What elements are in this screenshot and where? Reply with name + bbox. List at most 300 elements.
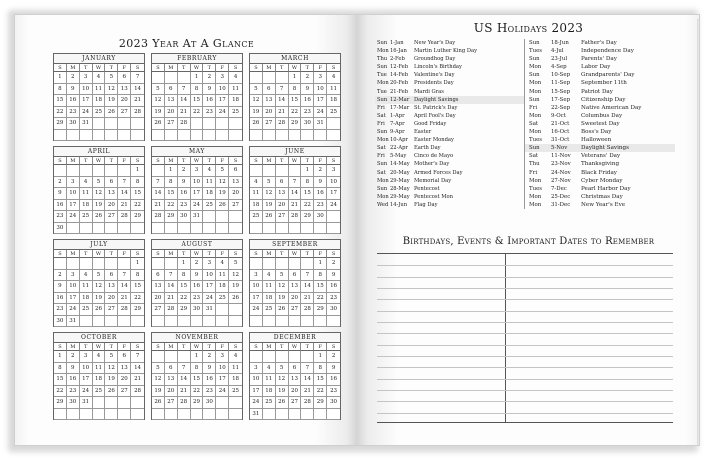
day-cell: 23 <box>327 386 340 398</box>
day-cell: 2 <box>327 258 340 270</box>
day-cell: 3 <box>191 165 204 177</box>
day-cell: 24 <box>80 107 93 119</box>
holiday-date: 5-Nov <box>551 145 568 152</box>
day-cell: 16 <box>191 281 204 293</box>
day-cell <box>93 118 106 130</box>
day-cell: 13 <box>118 84 131 96</box>
holiday-weekday: Mon <box>529 129 542 136</box>
holiday-weekday: Mon <box>529 88 542 95</box>
day-cell <box>178 72 191 84</box>
holiday-date: 14-Feb <box>390 72 409 79</box>
day-cell: 22 <box>54 386 67 398</box>
day-cell: 9 <box>54 188 67 200</box>
day-cell: 8 <box>191 84 204 96</box>
note-line <box>377 288 673 289</box>
holiday-row <box>375 185 524 193</box>
day-cell <box>131 397 144 409</box>
weekday-header: S <box>250 250 263 258</box>
holiday-row <box>525 104 675 112</box>
day-cell: 30 <box>178 211 191 223</box>
day-cell: 23 <box>67 107 80 119</box>
holiday-name: Mother's Day <box>414 161 450 168</box>
month-may <box>151 146 243 234</box>
day-cell: 29 <box>314 397 327 409</box>
weekday-header: T <box>301 157 314 165</box>
day-cell: 17 <box>80 95 93 107</box>
day-cell: 18 <box>203 188 216 200</box>
day-cell <box>105 223 118 235</box>
day-cell: 5 <box>276 270 289 282</box>
day-cell <box>203 211 216 223</box>
day-cell <box>118 409 131 421</box>
day-cell <box>327 316 340 328</box>
month-day-grid <box>250 343 340 420</box>
day-cell <box>178 409 191 421</box>
note-line <box>377 277 673 278</box>
day-cell <box>152 223 165 235</box>
weekday-header: S <box>152 343 165 351</box>
day-cell: 11 <box>263 281 276 293</box>
day-cell: 23 <box>203 107 216 119</box>
weekday-header: S <box>131 250 144 258</box>
day-cell: 15 <box>165 188 178 200</box>
month-day-grid <box>54 250 144 327</box>
weekday-header: W <box>289 250 302 258</box>
day-cell: 17 <box>80 374 93 386</box>
day-cell: 4 <box>229 351 242 363</box>
day-cell: 24 <box>80 386 93 398</box>
holiday-weekday: Sun <box>529 145 540 152</box>
notes-area[interactable] <box>377 253 673 423</box>
holiday-date: 21-Feb <box>390 88 409 95</box>
day-cell: 4 <box>263 363 276 375</box>
day-cell: 18 <box>93 95 106 107</box>
day-cell: 7 <box>178 363 191 375</box>
day-cell: 15 <box>131 281 144 293</box>
day-cell <box>289 223 302 235</box>
day-cell: 3 <box>67 270 80 282</box>
day-cell: 27 <box>105 211 118 223</box>
day-cell <box>152 409 165 421</box>
day-cell <box>289 165 302 177</box>
day-cell: 25 <box>229 386 242 398</box>
day-cell <box>229 316 242 328</box>
day-cell: 7 <box>276 84 289 96</box>
holiday-row <box>375 112 524 120</box>
weekday-header: M <box>165 250 178 258</box>
day-cell: 30 <box>314 211 327 223</box>
day-cell <box>263 409 276 421</box>
day-cell: 12 <box>152 95 165 107</box>
day-cell: 17 <box>191 188 204 200</box>
weekday-header: S <box>327 343 340 351</box>
day-cell: 25 <box>250 211 263 223</box>
day-cell: 13 <box>105 281 118 293</box>
day-cell <box>276 223 289 235</box>
day-cell: 22 <box>54 107 67 119</box>
holiday-row <box>375 128 524 136</box>
day-cell: 9 <box>67 84 80 96</box>
day-cell <box>93 258 106 270</box>
month-september <box>249 239 341 327</box>
holiday-row <box>375 144 524 152</box>
day-cell <box>54 258 67 270</box>
day-cell: 24 <box>250 304 263 316</box>
day-cell: 22 <box>289 107 302 119</box>
holiday-weekday: Mon <box>377 137 389 144</box>
day-cell: 29 <box>54 397 67 409</box>
weekday-header: S <box>229 343 242 351</box>
day-cell: 24 <box>216 386 229 398</box>
holiday-date: 22-Apr <box>390 145 408 152</box>
day-cell: 26 <box>216 200 229 212</box>
day-cell <box>178 351 191 363</box>
holiday-name: Christmas Day <box>581 193 623 200</box>
day-cell <box>229 130 242 142</box>
day-cell: 21 <box>131 374 144 386</box>
day-cell: 7 <box>118 270 131 282</box>
day-cell: 11 <box>93 84 106 96</box>
weekday-header: W <box>191 250 204 258</box>
day-cell <box>131 316 144 328</box>
day-cell <box>131 409 144 421</box>
holiday-row <box>375 193 524 201</box>
day-cell: 11 <box>229 363 242 375</box>
day-cell: 15 <box>314 281 327 293</box>
day-cell: 15 <box>54 374 67 386</box>
holidays-column-left <box>375 39 525 209</box>
holiday-weekday: Sun <box>377 96 388 103</box>
holiday-weekday: Mon <box>529 201 542 208</box>
day-cell: 24 <box>203 293 216 305</box>
day-cell: 13 <box>165 95 178 107</box>
day-cell: 10 <box>250 374 263 386</box>
holiday-row <box>525 136 675 144</box>
day-cell <box>216 316 229 328</box>
day-cell: 14 <box>178 374 191 386</box>
weekday-header: S <box>327 64 340 72</box>
holiday-date: 10-Apr <box>390 137 408 144</box>
day-cell: 6 <box>105 177 118 189</box>
day-cell: 21 <box>301 386 314 398</box>
weekday-header: M <box>165 157 178 165</box>
day-cell: 23 <box>314 200 327 212</box>
day-cell <box>54 130 67 142</box>
holiday-weekday: Fri <box>529 169 538 176</box>
day-cell: 21 <box>118 293 131 305</box>
weekday-header: S <box>250 64 263 72</box>
day-cell: 23 <box>178 200 191 212</box>
day-cell: 16 <box>327 281 340 293</box>
day-cell: 19 <box>93 200 106 212</box>
holiday-row <box>375 88 524 96</box>
day-cell: 23 <box>327 293 340 305</box>
day-cell: 15 <box>131 188 144 200</box>
day-cell: 22 <box>314 293 327 305</box>
holiday-date: 28-May <box>390 185 410 192</box>
weekday-header: W <box>191 157 204 165</box>
day-cell <box>327 130 340 142</box>
holiday-row <box>525 96 675 104</box>
day-cell: 15 <box>178 281 191 293</box>
weekday-header: S <box>229 64 242 72</box>
day-cell: 3 <box>203 258 216 270</box>
day-cell <box>105 165 118 177</box>
day-cell: 5 <box>93 270 106 282</box>
day-cell: 21 <box>165 293 178 305</box>
day-cell <box>152 165 165 177</box>
holiday-name: Pentecost Mon <box>414 193 454 200</box>
day-cell: 18 <box>80 200 93 212</box>
day-cell: 2 <box>203 72 216 84</box>
day-cell: 9 <box>67 363 80 375</box>
day-cell: 18 <box>229 374 242 386</box>
day-cell <box>314 223 327 235</box>
month-name: JANUARY <box>54 54 144 64</box>
day-cell: 6 <box>229 165 242 177</box>
month-name: MARCH <box>250 54 340 64</box>
note-line <box>377 265 673 266</box>
holiday-date: 11-Sep <box>551 80 571 87</box>
day-cell <box>314 130 327 142</box>
day-cell <box>54 165 67 177</box>
holiday-date: 7-Dec <box>551 185 567 192</box>
day-cell: 2 <box>327 351 340 363</box>
day-cell <box>301 409 314 421</box>
day-cell: 3 <box>216 72 229 84</box>
month-february <box>151 53 243 141</box>
day-cell <box>152 72 165 84</box>
holiday-date: 16-Oct <box>551 129 570 136</box>
day-cell: 20 <box>152 293 165 305</box>
day-cell: 20 <box>165 386 178 398</box>
holiday-name: Presidents Day <box>414 80 454 87</box>
weekday-header: S <box>250 343 263 351</box>
day-cell: 13 <box>263 95 276 107</box>
holiday-weekday: Mon <box>377 193 389 200</box>
day-cell: 6 <box>105 270 118 282</box>
weekday-header: T <box>80 343 93 351</box>
holiday-weekday: Fri <box>377 153 385 160</box>
weekday-header: T <box>276 250 289 258</box>
day-cell: 9 <box>327 363 340 375</box>
day-cell <box>118 397 131 409</box>
holiday-name: Boss's Day <box>581 129 612 136</box>
day-cell: 21 <box>152 200 165 212</box>
day-cell: 27 <box>165 397 178 409</box>
day-cell: 7 <box>178 84 191 96</box>
holiday-name: Daylight Savings <box>581 145 629 152</box>
day-cell: 11 <box>93 363 106 375</box>
weekday-header: T <box>178 157 191 165</box>
holiday-name: Halloween <box>581 137 612 144</box>
day-cell: 28 <box>301 304 314 316</box>
day-cell <box>250 316 263 328</box>
day-cell: 16 <box>203 95 216 107</box>
weekday-header: W <box>191 64 204 72</box>
day-cell: 12 <box>263 188 276 200</box>
day-cell: 14 <box>301 281 314 293</box>
holiday-row <box>375 96 524 104</box>
day-cell: 15 <box>191 374 204 386</box>
day-cell: 12 <box>229 270 242 282</box>
day-cell: 8 <box>301 177 314 189</box>
day-cell: 29 <box>289 118 302 130</box>
day-cell: 1 <box>131 258 144 270</box>
day-cell: 1 <box>301 165 314 177</box>
day-cell: 28 <box>178 118 191 130</box>
day-cell: 2 <box>301 72 314 84</box>
holiday-row <box>525 185 675 193</box>
holiday-row <box>375 120 524 128</box>
day-cell: 27 <box>289 304 302 316</box>
day-cell: 20 <box>118 374 131 386</box>
day-cell: 9 <box>178 177 191 189</box>
day-cell: 11 <box>80 188 93 200</box>
holiday-date: 20-Feb <box>390 80 409 87</box>
weekday-header: T <box>203 157 216 165</box>
weekday-header: T <box>203 64 216 72</box>
day-cell: 20 <box>118 95 131 107</box>
day-cell: 17 <box>67 293 80 305</box>
holiday-date: 20-May <box>390 169 410 176</box>
holiday-name: Mardi Gras <box>414 88 444 95</box>
month-name: DECEMBER <box>250 333 340 343</box>
day-cell: 21 <box>178 107 191 119</box>
day-cell: 1 <box>165 165 178 177</box>
day-cell <box>93 409 106 421</box>
holiday-weekday: Sat <box>377 112 386 119</box>
weekday-header: F <box>216 157 229 165</box>
holiday-weekday: Mon <box>529 112 542 119</box>
day-cell <box>93 223 106 235</box>
month-december <box>249 332 341 420</box>
day-cell: 18 <box>80 293 93 305</box>
holiday-weekday: Tue <box>377 72 387 79</box>
day-cell: 20 <box>276 200 289 212</box>
holiday-name: Pentecost <box>414 185 440 192</box>
holiday-row <box>525 39 675 47</box>
day-cell: 23 <box>67 386 80 398</box>
day-cell: 28 <box>301 397 314 409</box>
day-cell <box>105 258 118 270</box>
holiday-date: 1-Apr <box>390 112 405 119</box>
day-cell: 24 <box>67 304 80 316</box>
day-cell: 14 <box>301 374 314 386</box>
day-cell: 31 <box>67 316 80 328</box>
weekday-header: M <box>263 250 276 258</box>
day-cell <box>301 130 314 142</box>
day-cell: 9 <box>54 281 67 293</box>
day-cell: 22 <box>131 293 144 305</box>
day-cell <box>93 130 106 142</box>
day-cell: 8 <box>54 363 67 375</box>
day-cell: 19 <box>263 200 276 212</box>
day-cell: 5 <box>250 84 263 96</box>
month-day-grid <box>250 64 340 141</box>
day-cell: 19 <box>276 386 289 398</box>
holiday-weekday: Thu <box>529 161 540 168</box>
day-cell <box>263 258 276 270</box>
day-cell <box>93 397 106 409</box>
day-cell: 6 <box>118 72 131 84</box>
day-cell: 20 <box>263 107 276 119</box>
weekday-header: F <box>314 343 327 351</box>
day-cell: 27 <box>276 211 289 223</box>
day-cell: 14 <box>276 95 289 107</box>
holiday-row <box>525 177 675 185</box>
day-cell <box>152 351 165 363</box>
day-cell: 18 <box>250 200 263 212</box>
holiday-name: Easter Monday <box>414 137 454 144</box>
holiday-date: 11-Nov <box>551 153 571 160</box>
month-name: AUGUST <box>152 240 242 250</box>
day-cell: 9 <box>327 270 340 282</box>
weekday-header: M <box>67 64 80 72</box>
day-cell: 1 <box>54 72 67 84</box>
day-cell: 7 <box>165 270 178 282</box>
day-cell: 11 <box>327 84 340 96</box>
weekday-header: S <box>131 157 144 165</box>
day-cell <box>67 130 80 142</box>
month-july <box>53 239 145 327</box>
open-planner-book <box>14 14 700 450</box>
day-cell <box>263 223 276 235</box>
day-cell <box>229 223 242 235</box>
day-cell <box>250 258 263 270</box>
us-holidays-title: US Holidays 2023 <box>473 21 584 35</box>
holiday-weekday: Fri <box>377 120 385 127</box>
day-cell <box>67 409 80 421</box>
day-cell <box>203 118 216 130</box>
day-cell: 12 <box>93 188 106 200</box>
day-cell <box>276 165 289 177</box>
note-line <box>377 356 673 357</box>
day-cell: 12 <box>105 84 118 96</box>
day-cell: 10 <box>191 177 204 189</box>
day-cell: 14 <box>131 84 144 96</box>
holiday-row <box>525 152 675 160</box>
weekday-header: S <box>54 64 67 72</box>
day-cell: 14 <box>131 363 144 375</box>
day-cell: 8 <box>131 270 144 282</box>
weekday-header: M <box>67 250 80 258</box>
day-cell: 4 <box>216 258 229 270</box>
holiday-date: 27-Nov <box>551 177 571 184</box>
day-cell: 12 <box>152 374 165 386</box>
day-cell: 19 <box>216 188 229 200</box>
month-august <box>151 239 243 327</box>
holiday-date: 17-Sep <box>551 96 571 103</box>
weekday-header: W <box>289 343 302 351</box>
day-cell: 6 <box>165 84 178 96</box>
weekday-header: T <box>276 64 289 72</box>
day-cell <box>229 211 242 223</box>
holiday-date: 31-Oct <box>551 137 570 144</box>
day-cell: 19 <box>105 95 118 107</box>
day-cell <box>131 130 144 142</box>
holiday-date: 23-Nov <box>551 161 571 168</box>
day-cell: 10 <box>216 84 229 96</box>
holiday-name: Easter <box>414 129 432 136</box>
month-march <box>249 53 341 141</box>
day-cell: 16 <box>203 374 216 386</box>
day-cell <box>80 130 93 142</box>
holiday-row <box>525 120 675 128</box>
day-cell <box>105 316 118 328</box>
notes-column-divider <box>505 254 506 422</box>
day-cell <box>152 316 165 328</box>
